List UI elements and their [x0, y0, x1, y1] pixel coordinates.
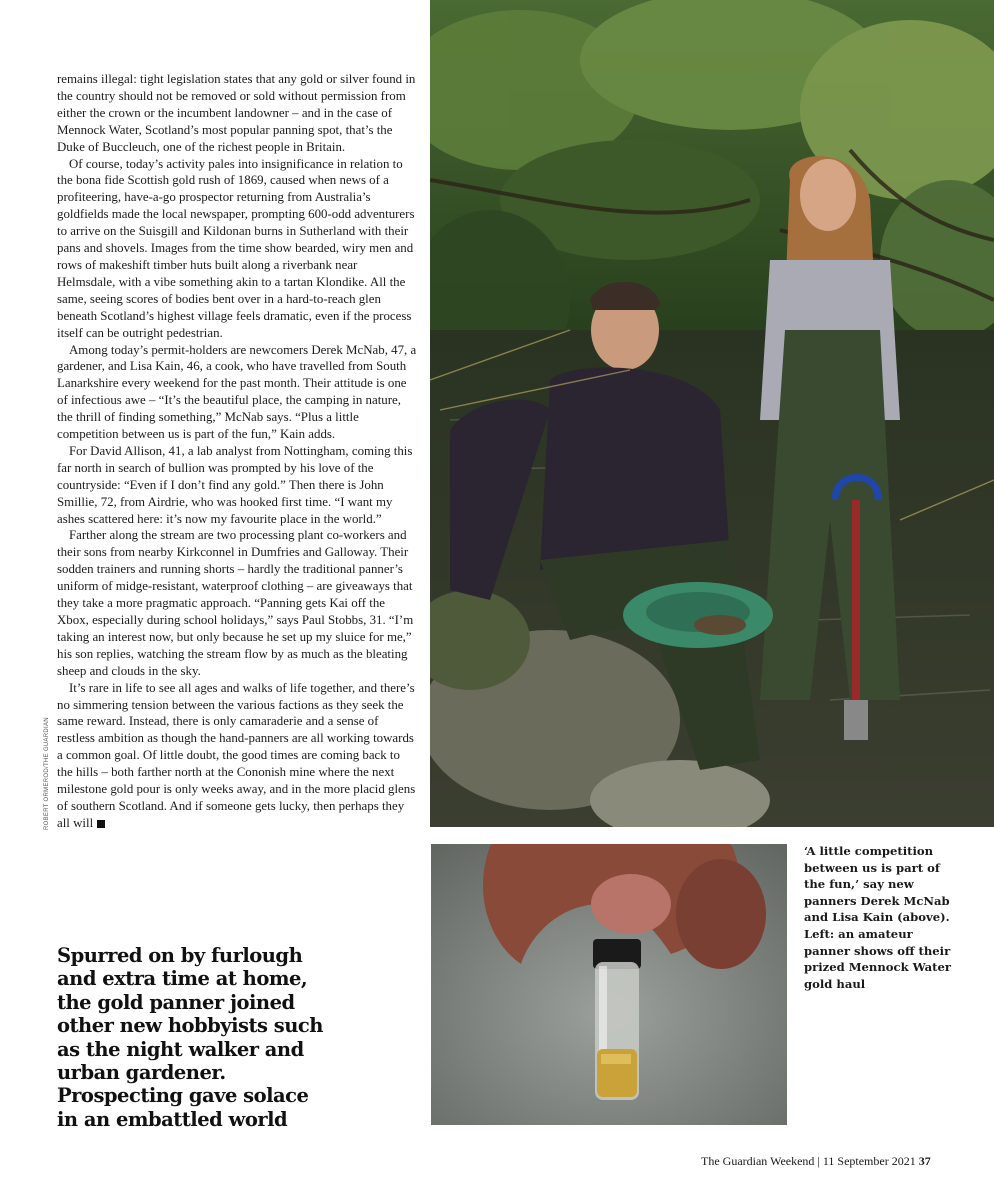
article-paragraph: remains illegal: tight legislation states that any gold or silver found in the country should not be removed or sold without permission from either the crown or the incumbent landowner – and in the case of Mennock Water, Scotland’s most popular panning spot, that’s the Duke of Buccleuch, one of the richest people in Britain. [57, 72, 416, 154]
gold-vial-photo [431, 844, 787, 1125]
article-paragraph: Of course, today’s activity pales into insignificance in relation to the bona fide Scottish gold rush of 1869, caused when news of a profiteering, have-a-go prospector returning from Australia’s goldfields made the local newspaper, prompting 600-odd adventurers to arrive on the Suisgill and Kildonan burns in Sutherland with their pans and shovels. Images from the time show bearded, wiry men and rows of makeshift timber huts built along a riverbank near Helmsdale, with a vibe something akin to a tartan Klondike. All the same, seeing scores of bodies bent over in a hard-to-reach glen beneath Scotland’s highest village feels dramatic, even if the process itself can be outright pedestrian. [57, 156, 415, 340]
end-of-article-mark [97, 820, 105, 828]
publication-name: The Guardian Weekend [701, 1154, 815, 1168]
page-number: 37 [918, 1154, 931, 1168]
main-photo-panners [430, 0, 994, 827]
article-body [57, 71, 417, 832]
article-paragraph: Farther along the stream are two processing plant co-workers and their sons from nearby Kirkconnel in Dumfries and Galloway. Their sodden trainers and running shorts – hardly the traditional panner’s uniform of midge-resistant, waterproof clothing – are giveaways that they take a more pragmatic approach. “Panning gets Kai off the Xbox, especially during school holidays,” says Paul Stobbs, 31. “I’m taking an interest now, but only because he set up my sluice for me,” his son replies, watching the stream flow by as much as the bleating sheep and clouds in the sky. [57, 528, 414, 678]
panners-illustration [430, 0, 994, 827]
page-footer [701, 1154, 931, 1169]
footer-separator: | [817, 1154, 820, 1168]
article-paragraph: For David Allison, 41, a lab analyst from Nottingham, coming this far north in search of bullion was prompted by his love of the countryside: “Even if I don’t find any gold.” Then there is John Smillie, 72, from Airdrie, who was hooked first time. “I want my ashes scattered here: it’s now my favourite place in the world.” [57, 443, 413, 526]
gold-vial-illustration [431, 844, 787, 1125]
photo-caption: ‘A little competition between us is part of the fun,’ say new panners Derek McNab and Lisa Kain (above). Left: an amateur panner shows off their prized Mennock Water gold haul [804, 844, 952, 991]
article-paragraph: Among today’s permit-holders are newcomers Derek McNab, 47, a gardener, and Lisa Kain, 46, a cook, who have travelled from South Lanarkshire every weekend for the past month. Their attitude is one of infectious awe – “It’s the beautiful place, the camping in nature, the thrill of finding something,” McNab says. “Plus a little competition between us is part of the fun,” Kain adds. [57, 342, 417, 442]
photo-credit: ROBERT ORMEROD/THE GUARDIAN [44, 717, 50, 830]
pull-quote: Spurred on by furlough and extra time at home, the gold panner joined other new hobbyists such as the night walker and urban gardener. Prospecting gave solace in an embattled world [57, 944, 323, 1131]
article-paragraph-last [57, 680, 417, 832]
issue-date: 11 September 2021 [822, 1154, 916, 1168]
article-paragraph-text: It’s rare in life to see all ages and walks of life together, and there’s no simmering tension between the various factions as they seek the same reward. Instead, there is only camaraderie and a sense of restless ambition as though the hand-panners are all working towards a common goal. Of little doubt, the good times are coming back to the hills – both farther north at the Cononish mine where the next milestone gold pour is only weeks away, and in the more placid glens of southern Scotland. And if someone gets lucky, then perhaps they all will [57, 680, 416, 830]
